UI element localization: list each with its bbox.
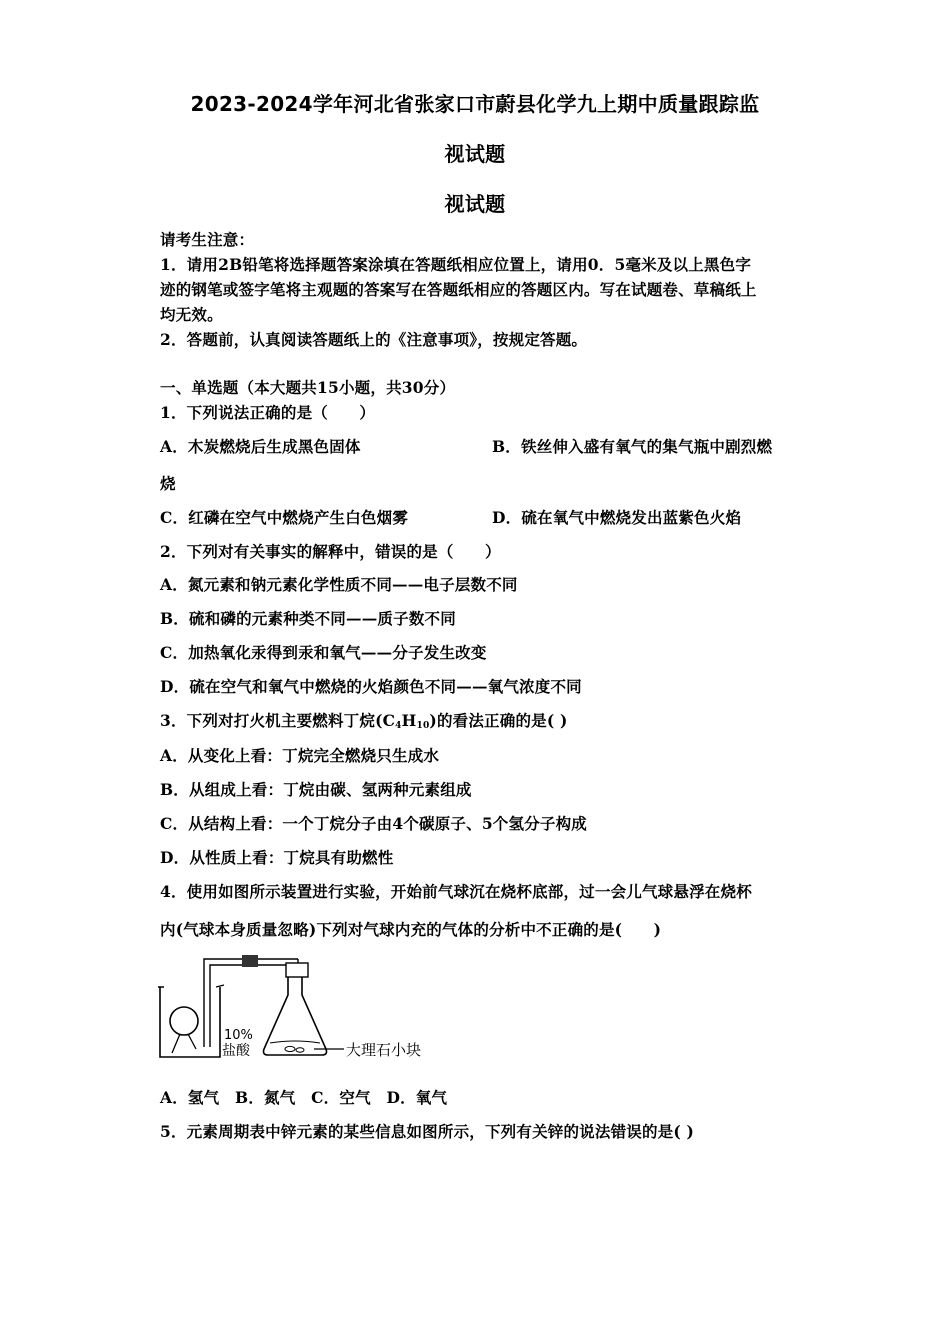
marble-piece <box>296 1048 304 1052</box>
q1-option-b: B．铁丝伸入盛有氧气的集气瓶中剧烈燃 <box>492 437 773 456</box>
q3-stem-pre: 3．下列对打火机主要燃料丁烷(C <box>160 711 396 730</box>
q4-stem-line2: 内(气球本身质量忽略)下列对气球内充的气体的分析中不正确的是( ) <box>160 920 662 939</box>
beaker <box>160 987 220 1057</box>
q3-stem <box>160 709 568 731</box>
q3-sub-hydrogen: 10 <box>416 721 430 731</box>
notice-item1-line3: 均无效。 <box>160 305 223 324</box>
q1-option-a: A．木炭燃烧后生成黑色固体 <box>160 437 361 456</box>
q3-stem-mid: H <box>401 711 417 730</box>
q4-options: A．氢气 B．氮气 C．空气 D．氧气 <box>160 1088 448 1107</box>
notice-heading: 请考生注意： <box>160 230 255 249</box>
balloon <box>170 1007 198 1035</box>
q3-stem-post: )的看法正确的是( ) <box>429 711 568 730</box>
q2-option-c: C．加热氧化汞得到汞和氧气——分子发生改变 <box>160 643 487 662</box>
q4-stem-line1: 4．使用如图所示装置进行实验，开始前气球沉在烧杯底部，过一会儿气球悬浮在烧杯 <box>160 882 752 901</box>
q2-option-d: D．硫在空气和氧气中燃烧的火焰颜色不同——氧气浓度不同 <box>160 677 582 696</box>
stopper <box>286 963 308 977</box>
q3-option-b: B．从组成上看：丁烷由碳、氢两种元素组成 <box>160 780 472 799</box>
q1-stem: 1．下列说法正确的是（ ） <box>160 403 376 422</box>
q4-apparatus-figure <box>158 945 448 1065</box>
marble-piece <box>285 1046 295 1051</box>
q3-option-c: C．从结构上看：一个丁烷分子由4个碳原子、5个氢分子构成 <box>160 814 588 833</box>
q5-stem: 5．元素周期表中锌元素的某些信息如图所示，下列有关锌的说法错误的是( ) <box>160 1122 695 1141</box>
label-acid-percent: 10% <box>224 1028 253 1043</box>
notice-item1-line2: 迹的钢笔或签字笔将主观题的答案写在答题纸相应的答题区内。写在试题卷、草稿纸上 <box>160 280 757 299</box>
q2-stem: 2．下列对有关事实的解释中，错误的是（ ） <box>160 542 501 561</box>
title-line-2: 视试题 <box>444 142 506 166</box>
title-line-1: 2023-2024学年河北省张家口市蔚县化学九上期中质量跟踪监 <box>190 92 760 116</box>
q3-option-a: A．从变化上看：丁烷完全燃烧只生成水 <box>160 746 440 765</box>
label-marble: 大理石小块 <box>346 1041 422 1059</box>
q1-option-d: D．硫在氧气中燃烧发出蓝紫色火焰 <box>492 508 742 527</box>
q2-option-a: A．氮元素和钠元素化学性质不同——电子层数不同 <box>160 575 518 594</box>
q1-option-b-cont: 烧 <box>160 474 176 493</box>
q3-option-d: D．从性质上看：丁烷具有助燃性 <box>160 848 394 867</box>
q3-sub-carbon: 4 <box>395 721 402 731</box>
title-line-3: 视试题 <box>444 192 506 216</box>
notice-item2: 2．答题前，认真阅读答题纸上的《注意事项》，按规定答题。 <box>160 330 588 349</box>
section1-heading: 一、单选题（本大题共15小题，共30分） <box>160 378 456 397</box>
q1-option-c: C．红磷在空气中燃烧产生白色烟雾 <box>160 508 409 527</box>
q2-option-b: B．硫和磷的元素种类不同——质子数不同 <box>160 609 456 628</box>
notice-item1-line1: 1．请用2B铅笔将选择题答案涂填在答题纸相应位置上，请用0．5毫米及以上黑色字 <box>160 255 752 274</box>
tube-clamp <box>242 955 258 967</box>
conical-flask <box>264 977 327 1055</box>
label-hydrochloric-acid: 盐酸 <box>222 1043 250 1059</box>
